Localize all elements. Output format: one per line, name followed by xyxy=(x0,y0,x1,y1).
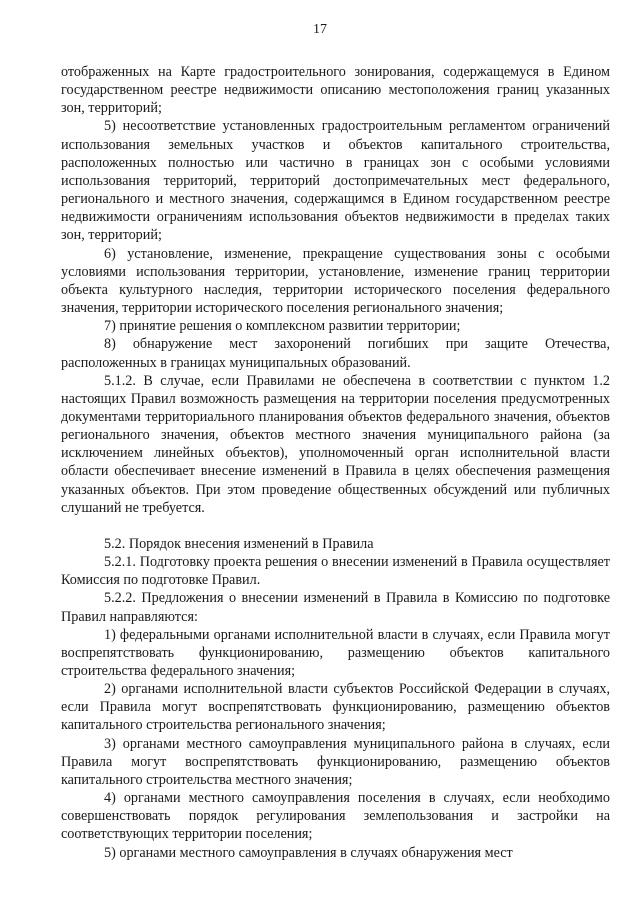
list-item-4-settlement-bodies: 4) органами местного самоуправления поселения в случаях, если необходимо совершенствовать порядок регулирования землепользования и застройки на соответствующих территории поселения; xyxy=(61,790,610,843)
page-number: 17 xyxy=(313,22,327,37)
list-item-8-burial-sites: 8) обнаружение мест захоронений погибших при защите Отечества, расположенных в границах муниципальных образований. xyxy=(61,336,610,371)
clause-5-1-2: 5.1.2. В случае, если Правилами не обеспечена в соответствии с пунктом 1.2 настоящих Правил возможность размещения на территории поселения предусмотренных документами территориального планирования объектов федерального значения, объектов регионального значения, объектов местного значения муниципального района (за исключением линейных объектов), уполномоченный орган исполнительной власти области обеспечивает внесение изменений в Правила в целях обеспечения размещения указанных объектов. При этом проведение общественных обсуждений или публичных слушаний не требуется. xyxy=(61,372,610,516)
list-item-5-local-bodies: 5) органами местного самоуправления в случаях обнаружения мест xyxy=(104,844,513,861)
section-spacer xyxy=(61,517,610,535)
clause-5-2-1: 5.2.1. Подготовку проекта решения о внесении изменений в Правила осуществляет Комиссия по подготовке Правил. xyxy=(61,554,610,589)
list-item-6-zone-changes: 6) установление, изменение, прекращение существования зоны с особыми условиями использования территории, установление, изменение границ территории объекта культурного наследия, территории исторического поселения федерального значения, территории исторического поселения регионального значения; xyxy=(61,245,610,317)
paragraph-continuation: отображенных на Карте градостроительного зонирования, содержащемуся в Едином государственном реестре недвижимости описанию местоположения границ указанных зон, территорий; xyxy=(61,64,610,117)
document-body xyxy=(61,63,610,862)
section-heading-5-2: 5.2. Порядок внесения изменений в Правила xyxy=(104,535,374,552)
list-item-5-mismatch-restrictions: 5) несоответствие установленных градостроительным регламентом ограничений использования земельных участков и объектов капитального строительства, расположенных полностью или частично в границах зон с особыми условиями использования территорий, территорий достопримечательных мест федерального, регионального и местного значения, содержащимся в Едином государственном реестре недвижимости ограничениям использования объектов недвижимости в пределах таких зон, территорий; xyxy=(61,118,610,244)
list-item-1-federal-bodies: 1) федеральными органами исполнительной власти в случаях, если Правила могут воспрепятствовать функционированию, размещению объектов капитального строительства федерального значения; xyxy=(61,626,610,679)
list-item-2-regional-bodies: 2) органами исполнительной власти субъектов Российской Федерации в случаях, если Правила могут воспрепятствовать функционированию, размещению объектов капитального строительства регионального значения; xyxy=(61,681,610,734)
list-item-7-complex-development: 7) принятие решения о комплексном развитии территории; xyxy=(104,318,461,335)
clause-5-2-2: 5.2.2. Предложения о внесении изменений в Правила в Комиссию по подготовке Правил направляются: xyxy=(61,590,610,625)
list-item-3-district-bodies: 3) органами местного самоуправления муниципального района в случаях, если Правила могут воспрепятствовать функционированию, размещению объектов капитального строительства местного значения; xyxy=(61,735,610,788)
